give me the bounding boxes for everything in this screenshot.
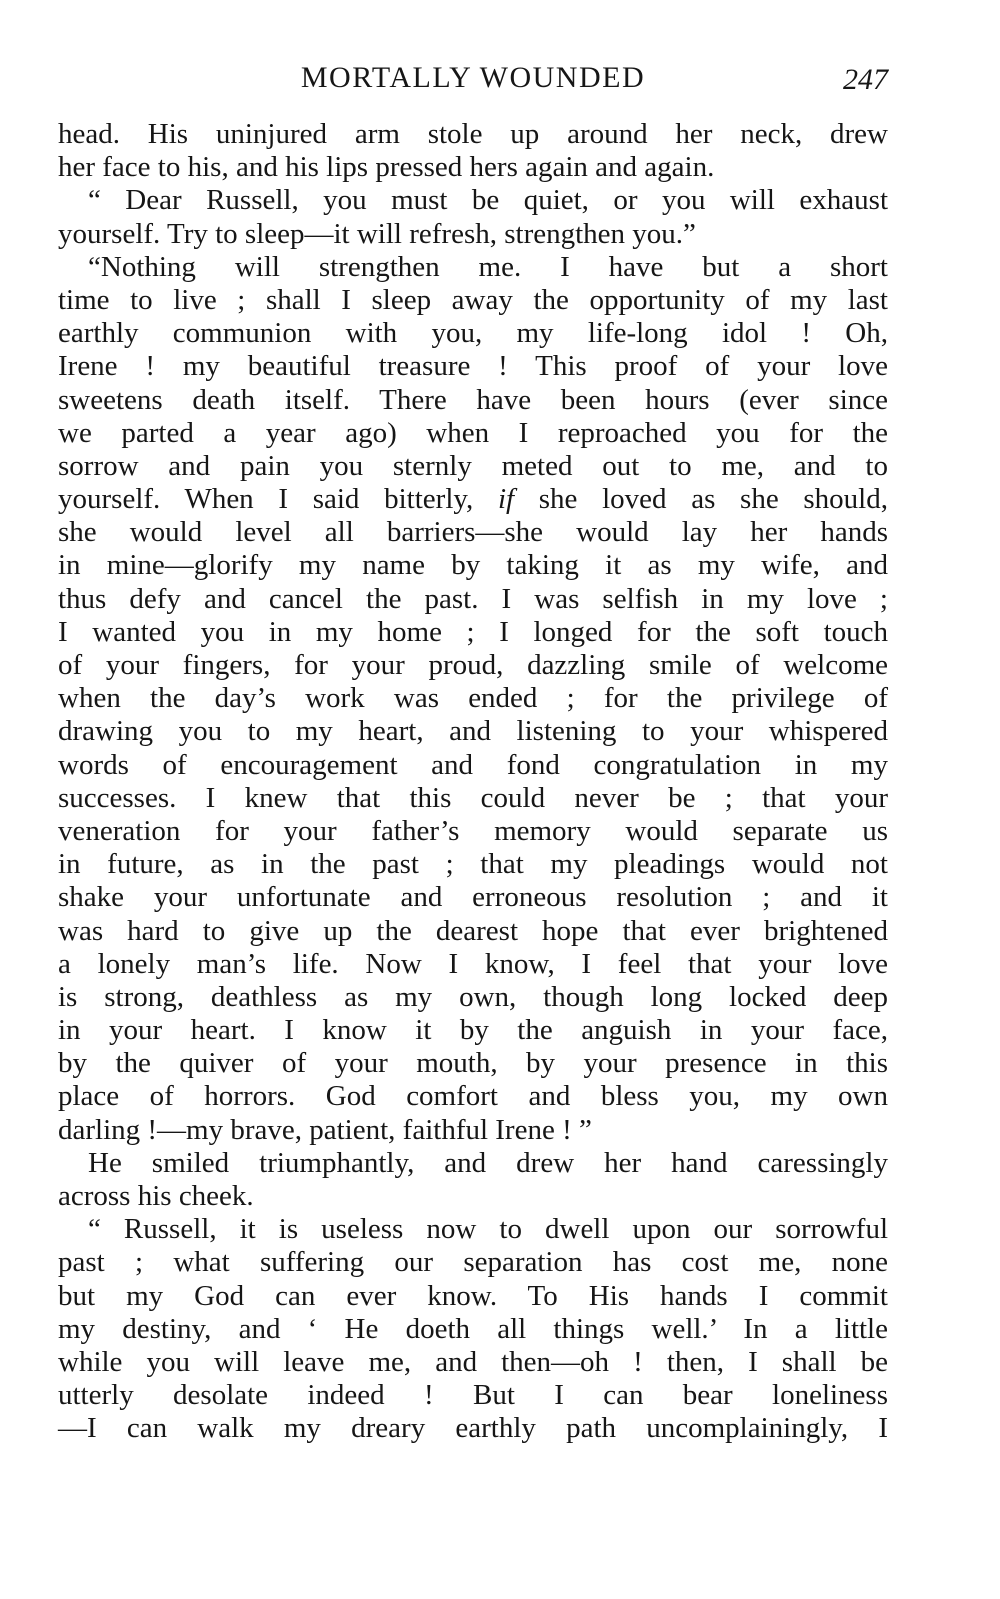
text-line: yourself. When I said bitterly, if she loved as she should, bbox=[58, 483, 888, 516]
text-line: my destiny, and ‘ He doeth all things well.’ In a little bbox=[58, 1312, 888, 1345]
text-line: veneration for your father’s memory would separate us bbox=[58, 814, 888, 847]
text-line: her face to his, and his lips pressed hers again and again. bbox=[58, 151, 715, 184]
running-head bbox=[58, 58, 888, 98]
text-line: “ Russell, it is useless now to dwell upon our sorrowful bbox=[88, 1213, 888, 1246]
text-line: across his cheek. bbox=[58, 1180, 254, 1212]
text-line: yourself. Try to sleep—it will refresh, strengthen you.” bbox=[58, 217, 696, 250]
text-line: sorrow and pain you sternly meted out to me, and to bbox=[58, 449, 888, 482]
text-line: but my God can ever know. To His hands I commit bbox=[58, 1279, 888, 1312]
text-line: by the quiver of your mouth, by your presence in this bbox=[58, 1047, 888, 1080]
text-line: earthly communion with you, my life-long idol ! Oh, bbox=[58, 317, 888, 350]
text-line: in mine—glorify my name by taking it as my wife, and bbox=[58, 549, 888, 582]
text-line: thus defy and cancel the past. I was selfish in my love ; bbox=[58, 582, 888, 615]
text-line: shake your unfortunate and erroneous resolution ; and it bbox=[58, 881, 888, 914]
chapter-title: MORTALLY WOUNDED bbox=[300, 61, 646, 94]
text-line: I wanted you in my home ; I longed for the soft touch bbox=[58, 615, 888, 648]
text-line: place of horrors. God comfort and bless you, my own bbox=[58, 1080, 888, 1113]
text-line: successes. I knew that this could never be ; that your bbox=[58, 781, 888, 814]
text-line: while you will leave me, and then—oh ! then, I shall be bbox=[58, 1345, 888, 1378]
text-line: is strong, deathless as my own, though long locked deep bbox=[58, 980, 888, 1013]
text-line: “ Dear Russell, you must be quiet, or you will exhaust bbox=[88, 184, 888, 217]
text-line: of your fingers, for your proud, dazzling smile of welcome bbox=[58, 649, 888, 681]
text-line: in future, as in the past ; that my pleadings would not bbox=[58, 848, 888, 881]
text-line: we parted a year ago) when I reproached you for the bbox=[58, 416, 888, 449]
text-line: He smiled triumphantly, and drew her hand caressingly bbox=[88, 1146, 888, 1179]
text-line: past ; what suffering our separation has cost me, none bbox=[58, 1246, 888, 1279]
text-line: was hard to give up the dearest hope that ever brightened bbox=[58, 914, 888, 947]
text-line: sweetens death itself. There have been hours (ever since bbox=[58, 383, 888, 416]
text-line: darling !—my brave, patient, faithful Irene ! ” bbox=[58, 1113, 592, 1146]
text-line: —I can walk my dreary earthly path uncomplainingly, I bbox=[58, 1412, 888, 1445]
text-line: words of encouragement and fond congratulation in my bbox=[58, 748, 888, 781]
text-line: in your heart. I know it by the anguish in your face, bbox=[58, 1014, 888, 1047]
text-line: time to live ; shall I sleep away the opportunity of my last bbox=[58, 283, 888, 316]
text-line: head. His uninjured arm stole up around her neck, drew bbox=[58, 118, 888, 150]
text-line: drawing you to my heart, and listening to your whispered bbox=[58, 715, 888, 748]
text-line: “Nothing will strengthen me. I have but a short bbox=[88, 250, 888, 283]
body-text bbox=[58, 118, 888, 1446]
text-line: Irene ! my beautiful treasure ! This proof of your love bbox=[58, 350, 888, 383]
page-number: 247 bbox=[843, 63, 888, 96]
text-line: she would level all barriers—she would lay her hands bbox=[58, 516, 888, 549]
text-line: when the day’s work was ended ; for the privilege of bbox=[58, 682, 888, 715]
text-line: utterly desolate indeed ! But I can bear loneliness bbox=[58, 1379, 888, 1412]
text-line: a lonely man’s life. Now I know, I feel that your love bbox=[58, 947, 888, 980]
